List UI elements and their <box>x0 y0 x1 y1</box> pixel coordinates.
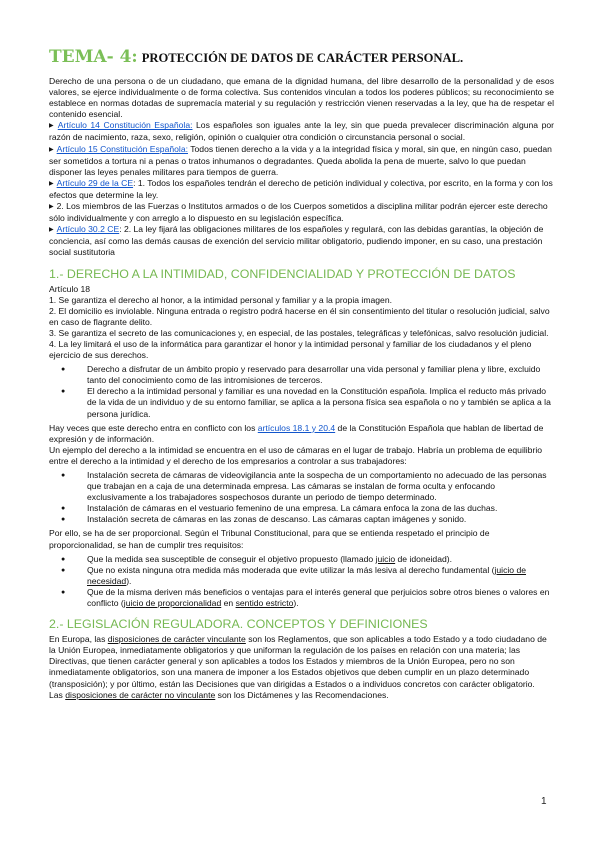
list-item: ● Que la medida sea susceptible de conseguir el objetivo propuesto (llamado juicio de idoneidad). <box>49 554 554 565</box>
article-15-link[interactable]: Artículo 15 Constitución Española: <box>56 143 188 154</box>
triangle-bullet-icon: ▶ <box>49 227 54 234</box>
requirements-bullet-list <box>49 554 554 609</box>
triangle-bullet-icon: ▶ <box>49 123 55 130</box>
article-30-link[interactable]: Artículo 30.2 CE <box>56 224 120 235</box>
section-2-heading: 2.- LEGISLACIÓN REGULADORA. CONCEPTOS Y DEFINICIONES <box>49 617 428 632</box>
conflict-paragraph: Hay veces que este derecho entra en conflicto con los artículos 18.1 y 20.4 de la Constitución Española que hablan de libertad de expresión y de información. <box>49 422 544 444</box>
article-18-item-3: 3. Se garantiza el secreto de las comunicaciones y, en especial, de las postales, telegráficas y telefónicas, salvo resolución judicial. <box>49 327 549 338</box>
non-binding-dispositions-paragraph: Las disposiciones de carácter no vinculante son los Dictámenes y las Recomendaciones. <box>49 689 389 700</box>
page-number: 1 <box>541 796 547 807</box>
triangle-bullet-icon: ▶ <box>49 204 54 211</box>
example-paragraph: Un ejemplo del derecho a la intimidad se encuentra en el uso de cámaras en el lugar de trabajo. Habría un problema de equilibrio entre el derecho a la intimidad y el derecho de los empresarios a controlar a sus trabajadores: <box>49 444 543 466</box>
article-29-paragraph: ▶ Artículo 29 de la CE: 1. Todos los españoles tendrán el derecho de petición individual y colectiva, por escrito, en la forma y con los efectos que determine la ley. <box>49 177 553 200</box>
list-item: ● Que no exista ninguna otra medida más moderada que evite utilizar la más lesiva al derecho fundamental (juicio de necesidad). <box>49 565 554 587</box>
privacy-bullet-list <box>49 364 554 419</box>
camera-bullet-list <box>49 470 554 525</box>
article-29-link[interactable]: Artículo 29 de la CE <box>56 177 134 188</box>
list-item: ● Que de la misma deriven más beneficios o ventajas para el interés general que perjuicios sobre otros bienes o valores en conflicto (juicio de proporcionalidad en sentido estricto). <box>49 587 554 609</box>
article-14-link[interactable]: Artículo 14 Constitución Española: <box>57 120 193 131</box>
section-1-heading: 1.- DERECHO A LA INTIMIDAD, CONFIDENCIALIDAD Y PROTECCIÓN DE DATOS <box>49 266 516 281</box>
list-item: ● Instalación de cámaras en el vestuario femenino de una empresa. La cámara enfoca la zona de las duchas. <box>49 503 554 514</box>
list-item: ● Derecho a disfrutar de un ámbito propio y reservado para desarrollar una vida personal y familiar plena y libre, excluido tanto del conocimiento como de las intromisiones de terceros. <box>49 364 554 386</box>
binding-dispositions-paragraph: En Europa, las disposiciones de carácter vinculante son los Reglamentos, que son aplicables a todo Estado y a todo ciudadano de la Unión Europea, inmediatamente obligatorios y que uniforman la regulación de los países en relación con una materia; las Directivas, que tienen carácter general y son aplicables a todos los Estados y miembros de la Unión Europea, pero no son inmediatamente obligatorios, son una manera de imponer a los Estados objetivos que deben cumplir en un plazo determinado (transposición); y por último, están las Decisiones que van dirigidas a Estados o a individuos concretos con carácter obligatorio. <box>49 634 547 689</box>
topic-number: TEMA- 4: <box>49 47 138 67</box>
list-item: ● Instalación secreta de cámaras de videovigilancia ante la sospecha de un comportamiento no adecuado de las personas que trabajan en a caja de una determinada empresa. Las cámaras se instalan de forma oculta y enfocando exclusivamente a los trabajadores sospechosos durante un periodo de tiempo determinado. <box>49 470 554 503</box>
list-item: ● El derecho a la intimidad personal y familiar es una novedad en la Constitución española. Implica el reducto más privado de la vida de un individuo y de su entorno familiar, se aplica a la persona física sea española o no y también se aplica a la persona jurídica. <box>49 386 554 419</box>
article-14-paragraph: ▶ Artículo 14 Constitución Española: Los españoles son iguales ante la ley, sin que pueda prevalecer discriminación alguna por razón de nacimiento, raza, sexo, religión, opinión o cualquier otra condición o circunstancia personal o social. <box>49 120 554 143</box>
triangle-bullet-icon: ▶ <box>49 180 54 187</box>
article-30-paragraph: ▶ Artículo 30.2 CE: 2. La ley fijará las obligaciones militares de los españoles y regulará, con las debidas garantías, la objeción de conciencia, así como las demás causas de exención del servicio militar obligatorio, pudiendo imponer, en su caso, una prestación social sustitutoria <box>49 224 544 258</box>
intro-paragraph: Derecho de una persona o de un ciudadano, que emana de la dignidad humana, del libre desarrollo de la personalidad y de esos valores, se ejerce individualmente o de forma colectiva. Sus contenidos vinculan a todos los poderes públicos; su reconocimiento se establece en normas dotadas de supremacía material y su regulación y restricción vienen reservadas a la ley, que ha de respetar el contenido esencial. <box>49 76 554 120</box>
article-18-label: Artículo 18 <box>49 283 91 294</box>
articles-18-20-link[interactable]: artículos 18.1 y 20.4 <box>257 422 336 433</box>
triangle-bullet-icon: ▶ <box>49 146 54 153</box>
document-body <box>49 46 554 701</box>
article-18-item-1: 1. Se garantiza el derecho al honor, a la intimidad personal y familiar y a la propia imagen. <box>49 294 392 305</box>
proportionality-paragraph: Por ello, se ha de ser proporcional. Según el Tribunal Constitucional, para que se entienda respetado el principio de proporcionalidad, se han de cumplir tres requisitos: <box>49 528 490 550</box>
article-29-2-paragraph: ▶ 2. Los miembros de las Fuerzas o Institutos armados o de los Cuerpos sometidos a disciplina militar podrán ejercer este derecho sólo individualmente y con arreglo a lo dispuesto en su legislación específica. <box>49 201 548 224</box>
article-18-item-2: 2. El domicilio es inviolable. Ninguna entrada o registro podrá hacerse en él sin consentimiento del titular o resolución judicial, salvo en caso de flagrante delito. <box>49 305 550 327</box>
page-title <box>49 46 554 68</box>
topic-title: PROTECCIÓN DE DATOS DE CARÁCTER PERSONAL. <box>141 51 464 65</box>
article-15-paragraph: ▶ Artículo 15 Constitución Española: Todos tienen derecho a la vida y a la integridad física y moral, sin que, en ningún caso, puedan ser sometidos a tortura ni a penas o tratos inhumanos o degradantes. Queda abolida la pena de muerte, salvo lo que puedan disponer las leyes penales militares para tiempos de guerra. <box>49 143 552 177</box>
list-item: ● Instalación secreta de cámaras en las zonas de descanso. Las cámaras captan imágenes y sonido. <box>49 514 554 525</box>
article-18-item-4: 4. La ley limitará el uso de la informática para garantizar el honor y la intimidad personal y familiar de los ciudadanos y el pleno ejercicio de sus derechos. <box>49 338 532 361</box>
